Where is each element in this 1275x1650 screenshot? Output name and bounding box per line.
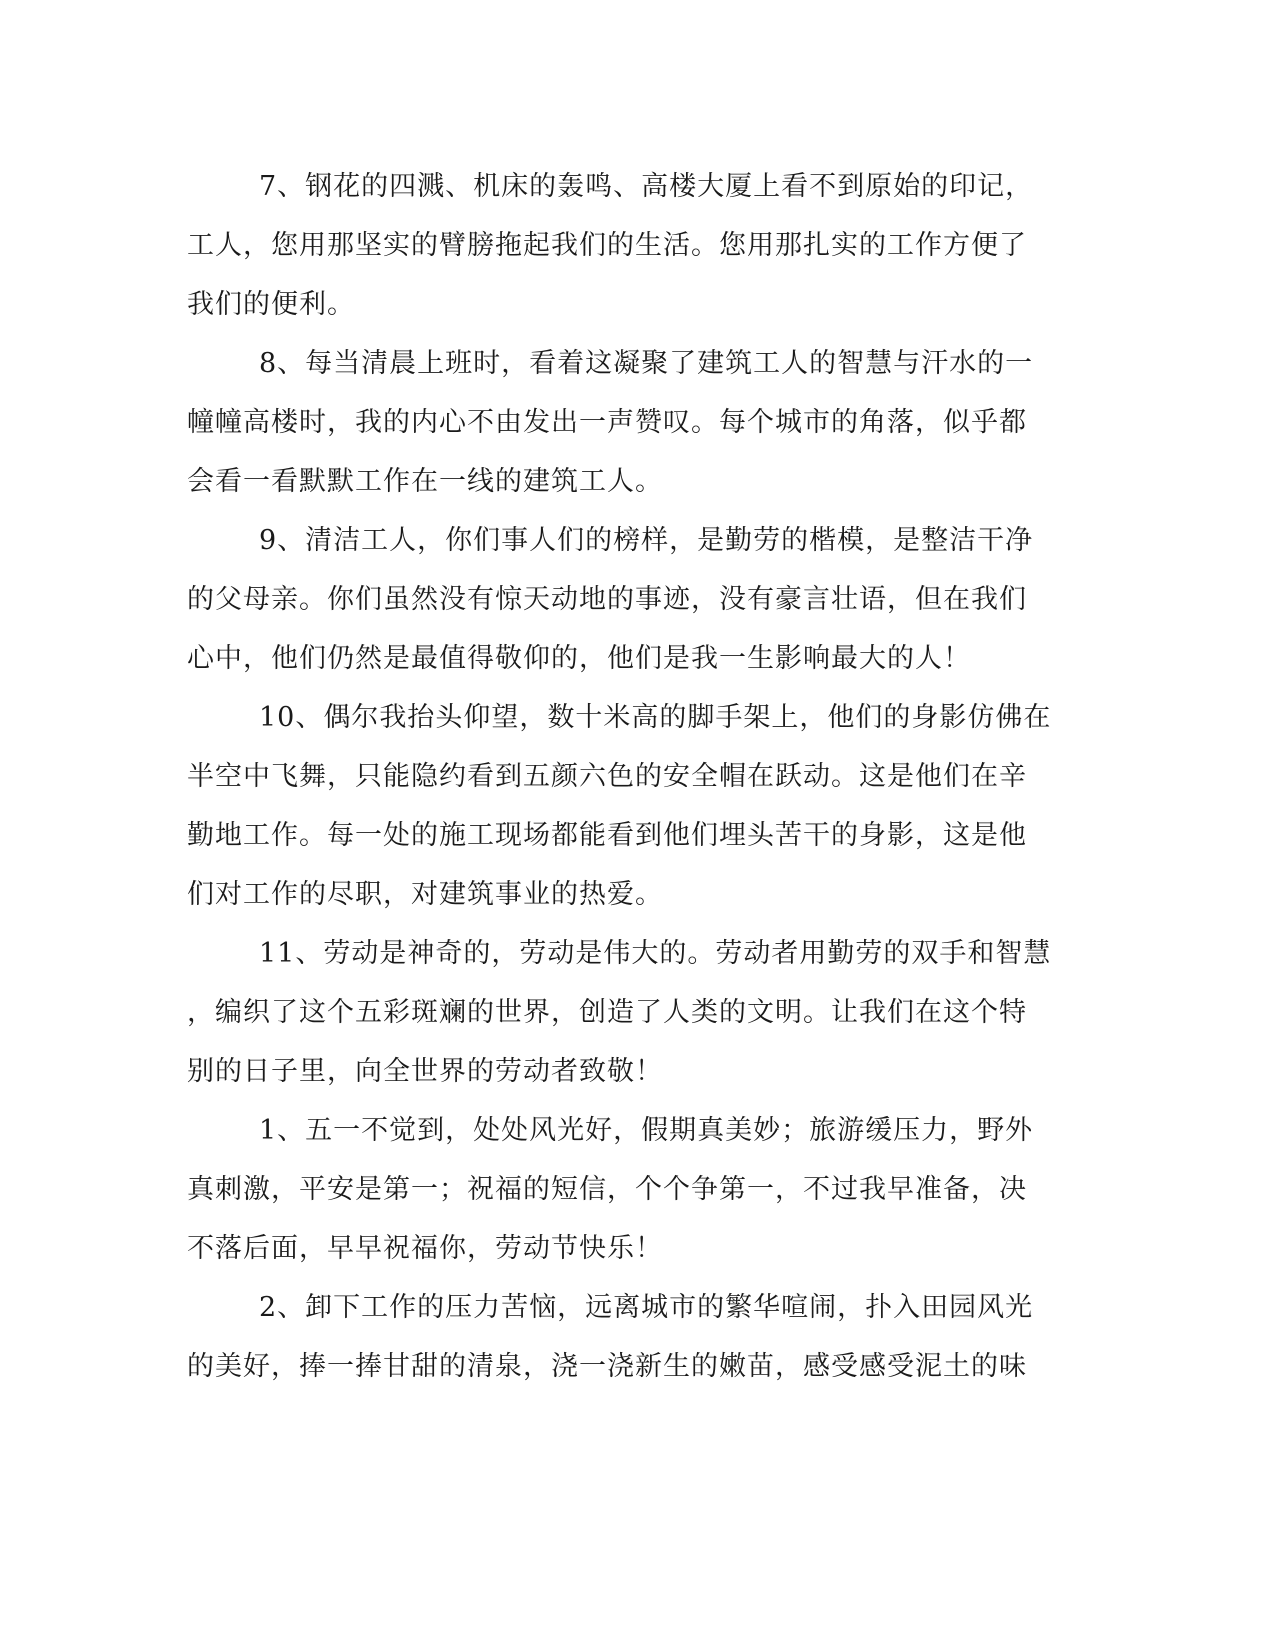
paragraph-10 [187, 688, 1067, 924]
paragraph-line: 的美好，捧一捧甘甜的清泉，浇一浇新生的嫩苗，感受感受泥土的味 [187, 1351, 1027, 1382]
paragraph-line: 10、偶尔我抬头仰望，数十米高的脚手架上，他们的身影仿佛在 [259, 702, 1052, 733]
document-body [187, 157, 1067, 1396]
paragraph-line: 心中，他们仍然是最值得敬仰的，他们是我一生影响最大的人！ [187, 643, 971, 674]
paragraph-line: 11、劳动是神奇的，劳动是伟大的。劳动者用勤劳的双手和智慧 [259, 938, 1052, 969]
paragraph-line: 2、卸下工作的压力苦恼，远离城市的繁华喧闹，扑入田园风光 [259, 1292, 1034, 1323]
paragraph-line: 会看一看默默工作在一线的建筑工人。 [187, 466, 663, 497]
paragraph-11 [187, 924, 1067, 1101]
paragraph-8 [187, 334, 1067, 511]
paragraph-line: 勤地工作。每一处的施工现场都能看到他们埋头苦干的身影，这是他 [187, 820, 1027, 851]
paragraph-7 [187, 157, 1067, 334]
paragraph-line: 们对工作的尽职，对建筑事业的热爱。 [187, 879, 663, 910]
paragraph-line: 半空中飞舞，只能隐约看到五颜六色的安全帽在跃动。这是他们在辛 [187, 761, 1027, 792]
paragraph-line: 真刺激，平安是第一；祝福的短信，个个争第一，不过我早准备，决 [187, 1174, 1027, 1205]
paragraph-line: 1、五一不觉到，处处风光好，假期真美妙；旅游缓压力，野外 [259, 1115, 1034, 1146]
paragraph-line: 幢幢高楼时，我的内心不由发出一声赞叹。每个城市的角落，似乎都 [187, 407, 1027, 438]
paragraph-line: 8、每当清晨上班时，看着这凝聚了建筑工人的智慧与汗水的一 [259, 348, 1034, 379]
paragraph-line: ，编织了这个五彩斑斓的世界，创造了人类的文明。让我们在这个特 [187, 997, 1027, 1028]
paragraph-line: 不落后面，早早祝福你，劳动节快乐！ [187, 1233, 663, 1264]
paragraph-1 [187, 1101, 1067, 1278]
paragraph-line: 别的日子里，向全世界的劳动者致敬！ [187, 1056, 663, 1087]
paragraph-line: 工人，您用那坚实的臂膀拖起我们的生活。您用那扎实的工作方便了 [187, 230, 1027, 261]
paragraph-line: 的父母亲。你们虽然没有惊天动地的事迹，没有豪言壮语，但在我们 [187, 584, 1027, 615]
paragraph-line: 我们的便利。 [187, 289, 355, 320]
paragraph-2 [187, 1278, 1067, 1396]
paragraph-line: 9、清洁工人，你们事人们的榜样，是勤劳的楷模，是整洁干净 [259, 525, 1034, 556]
paragraph-9 [187, 511, 1067, 688]
paragraph-line: 7、钢花的四溅、机床的轰鸣、高楼大厦上看不到原始的印记， [259, 171, 1034, 202]
